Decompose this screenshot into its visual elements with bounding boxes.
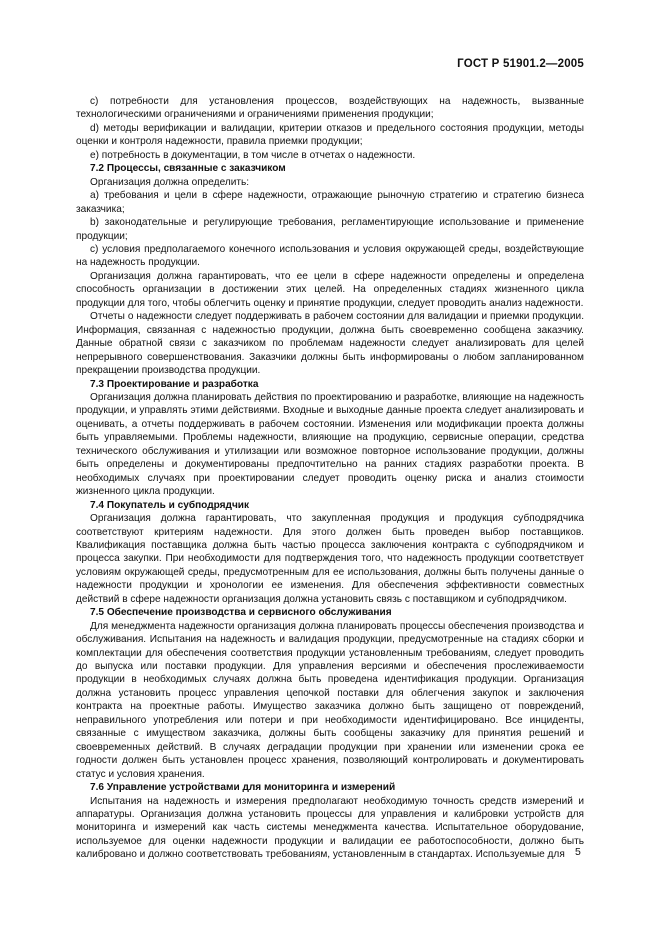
paragraph: Организация должна планировать действия по проектированию и разработке, влияющие на надежность продукции, и управлять этими действиями. Входные и выходные данные проекта следует анализировать и оценивать, а отчеты поддерживать в рабочем состоянии. Изменения или модификации проекта должны быть управляемыми. Проблемы надежности, влияющие на продукцию, сервисные операции, средства технического обслуживания и утилизации или возможное повторное использование продукции, должны быть определены и документированы предпочтительно на ранних стадиях разработки проекта. В необходимых случаях при проектировании следует проводить оценку риска и анализ стоимости жизненного цикла продукции. xyxy=(76,391,584,498)
section-heading: 7.2 Процессы, связанные с заказчиком xyxy=(90,163,286,175)
paragraph: Отчеты о надежности следует поддерживать в рабочем состоянии для валидации и приемки продукции. Информация, связанная с надежностью продукции, должна быть своевременно сообщена заказчику. Данные обратной связи с заказчиком по проблемам надежности следует анализировать для целей непрерывного совершенствования. Заказчики должны быть информированы о любом запланированном прекращении производства продукции. xyxy=(76,311,584,377)
page-body xyxy=(76,95,584,862)
paragraph: a) требования и цели в сфере надежности, отражающие рыночную стратегию и стратегию бизнеса заказчика; xyxy=(76,190,584,215)
page-number: 5 xyxy=(575,846,581,858)
paragraph: e) потребность в документации, в том числе в отчетах о надежности. xyxy=(90,149,416,161)
paragraph: Для менеджмента надежности организация должна планировать процессы обеспечения производства и обслуживания. Испытания на надежность и валидация продукции, предусмотренные на стадиях сборки и комплектации для обеспечения соответствия продукции установленным требованиям, следует проводить до выпуска или поставки продукции. Для управления версиями и обеспечения прослеживаемости продукции в необходимых случаях должна быть проведена идентификация продукции. Организация должна установить процесс управления цепочкой поставки для облегчения закупок и заключения контракта на проектные работы. Имущество заказчика должно быть защищено от повреждений, неправильного употребления или потери и при необходимости идентифицировано. Все инциденты, связанные с имуществом заказчика, должны быть сообщены заказчику для принятия решений и своевременных действий. В случаях деградации продукции при хранении или изменении срока ее годности должен быть установлен процесс хранения, позволяющий контролировать и документировать статус и условия хранения. xyxy=(76,620,584,780)
paragraph: b) законодательные и регулирующие требования, регламентирующие использование и применение продукции; xyxy=(76,217,584,242)
section-heading: 7.5 Обеспечение производства и сервисного обслуживания xyxy=(90,607,392,619)
section-heading: 7.4 Покупатель и субподрядчик xyxy=(90,499,250,511)
paragraph: Организация должна гарантировать, что закупленная продукция и продукция субподрядчика соответствуют критериям надежности. Для этого должен быть проведен выбор поставщиков. Квалификация поставщика должна быть частью процесса заключения контракта с субподрядчиком и процесса закупки. При необходимости для подтверждения того, что надежность продукции соответствует условиям окружающей среды, предусмотренным для ее использования, должны быть получены данные о надежности продукции и хронологии ее изменения. Для обеспечения эффективности совместных действий в сфере надежности организация должна установить связь с поставщиком и субподрядчиком. xyxy=(76,513,584,605)
paragraph: Организация должна определить: xyxy=(90,176,250,188)
paragraph: Организация должна гарантировать, что ее цели в сфере надежности определены и определена способность организации в достижении этих целей. На определенных стадиях жизненного цикла продукции для того, чтобы облегчить оценку и принятие продукции, следует проводить анализ надежности. xyxy=(76,270,584,309)
document-id-header: ГОСТ Р 51901.2—2005 xyxy=(457,58,584,70)
paragraph: d) методы верификации и валидации, критерии отказов и предельного состояния продукции, методы оценки и контроля надежности, правила приемки продукции; xyxy=(76,122,584,148)
paragraph: c) условия предполагаемого конечного использования и условия окружающей среды, воздействующие на надежность продукции. xyxy=(76,243,584,269)
paragraph: c) потребности для установления процессов, воздействующих на надежность, вызванные технологическими ограничениями и ограничениями применения продукции; xyxy=(76,96,584,121)
paragraph: Испытания на надежность и измерения предполагают необходимую точность средств измерений и аппаратуры. Организация должна установить процессы для управления и калибровки устройств для мониторинга и измерений как часть системы менеджмента качества. Испытательное оборудование, используемое для оценки надежности продукции и валидации ее работоспособности, должно быть калибровано и должно соответствовать требованиям, установленным в стандартах. Используемые для xyxy=(76,795,584,861)
section-heading: 7.6 Управление устройствами для мониторинга и измерений xyxy=(90,782,396,794)
section-heading: 7.3 Проектирование и разработка xyxy=(90,378,259,390)
